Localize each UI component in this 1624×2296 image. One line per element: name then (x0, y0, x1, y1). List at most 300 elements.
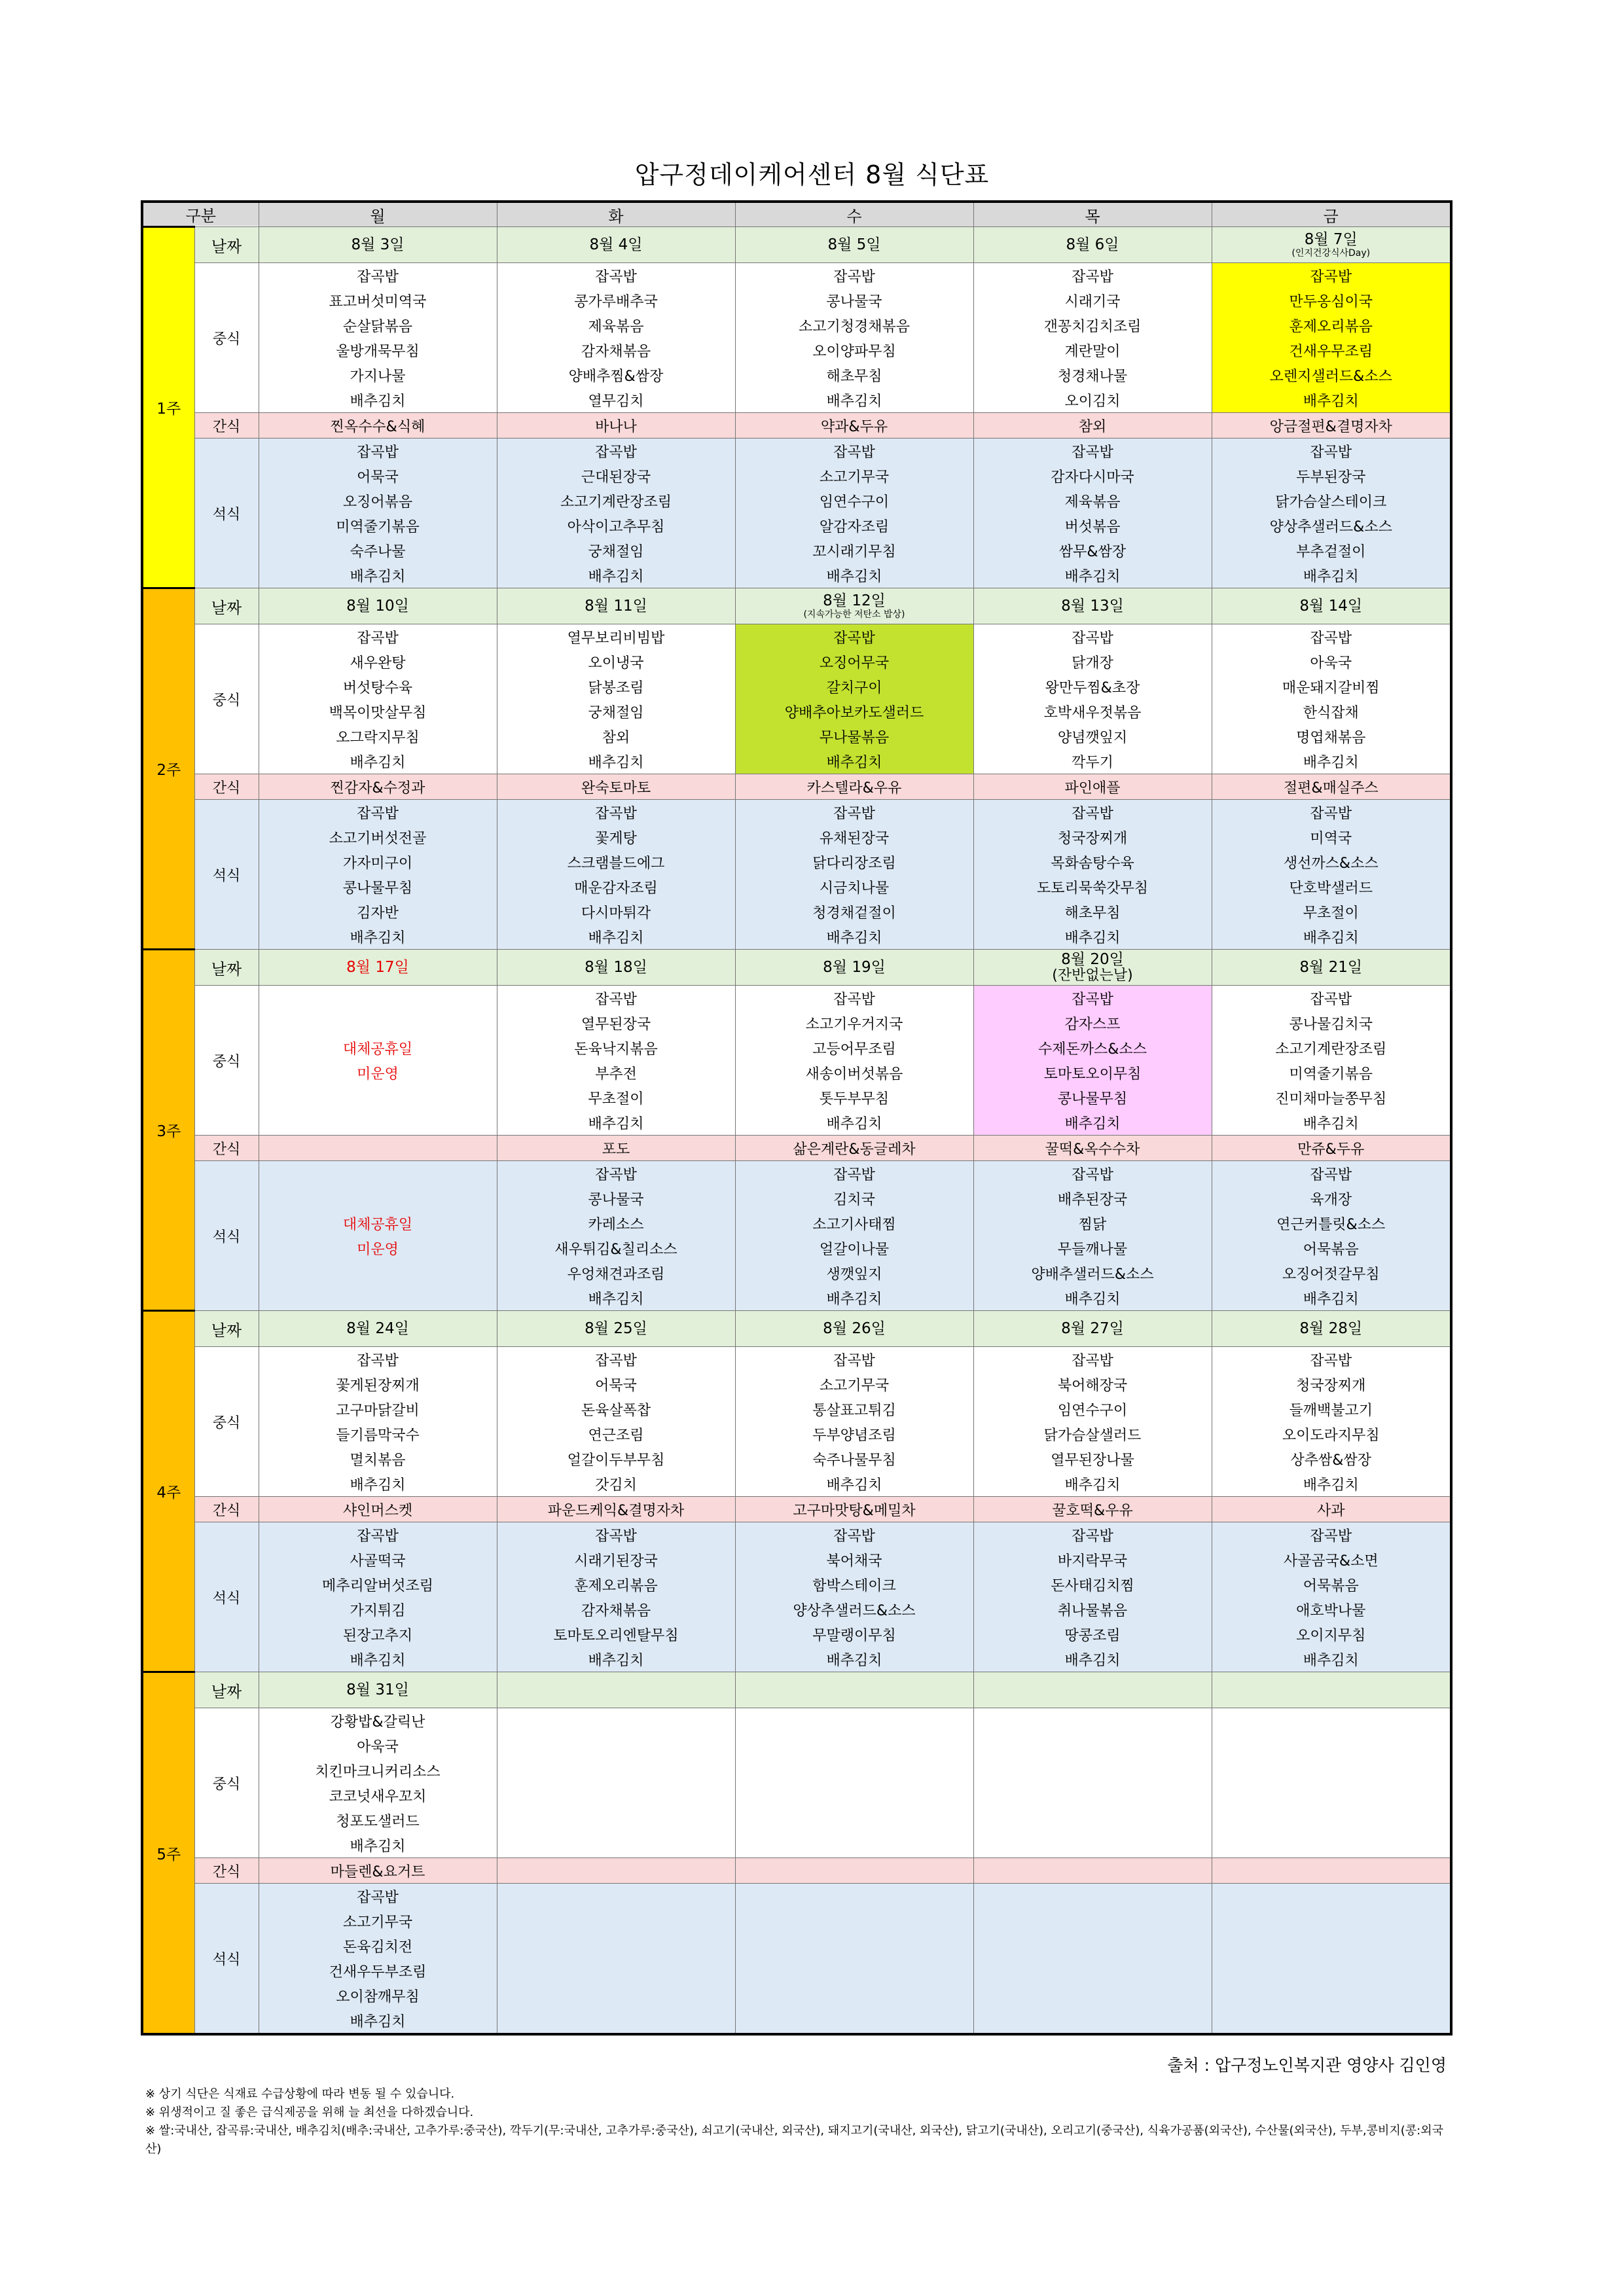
dinner-item: 무들깨나물 (973, 1236, 1212, 1261)
lunch-item: 고등어무조림 (735, 1035, 973, 1060)
lunch-item: 배추김치 (1212, 387, 1451, 413)
dinner-item: 생선까스&소스 (1212, 850, 1451, 874)
lunch-item (1212, 1708, 1451, 1734)
dinner-item: 알감자조림 (735, 513, 973, 538)
dinner-item: 잡곡밥 (1212, 439, 1451, 464)
lunch-item (973, 1783, 1212, 1808)
dinner-item: 아삭이고추무침 (497, 513, 735, 538)
dinner-item: 제육볶음 (973, 488, 1212, 513)
lunch-item: 들기름막국수 (259, 1422, 497, 1446)
dinner-item: 잡곡밥 (497, 439, 735, 464)
dinner-item: 잡곡밥 (497, 1161, 735, 1187)
lunch-item: 콩나물무침 (973, 1085, 1212, 1110)
dinner-item: 해초무침 (973, 899, 1212, 924)
lunch-item: 돈육낙지볶음 (497, 1035, 735, 1060)
lunch-row (142, 1783, 1451, 1808)
dinner-row (142, 1909, 1451, 1933)
dinner-row (142, 1236, 1451, 1261)
date-text: 8월 5일 (827, 236, 881, 253)
lunch-row (142, 363, 1451, 387)
dinner-item: 배추김치 (497, 1647, 735, 1672)
lunch-item: 배추김치 (1212, 1471, 1451, 1497)
lunch-item: 새우완탕 (259, 649, 497, 674)
lunch-item: 톳두부무침 (735, 1085, 973, 1110)
date-cell (259, 227, 497, 263)
lunch-item: 호박새우젓볶음 (973, 699, 1212, 724)
lunch-item (735, 1783, 973, 1808)
lunch-row (142, 674, 1451, 699)
date-cell (735, 950, 973, 986)
lunch-row (142, 1347, 1451, 1372)
lunch-item: 감자채볶음 (497, 338, 735, 363)
lunch-label: 중식 (194, 624, 259, 774)
snack-item: 꿀떡&옥수수차 (973, 1136, 1212, 1161)
dinner-item: 배추김치 (497, 924, 735, 950)
lunch-item: 고구마닭갈비 (259, 1397, 497, 1422)
snack-item: 찐옥수수&식혜 (259, 413, 497, 439)
date-note: (인지건강식사Day) (1291, 248, 1371, 259)
dinner-row (142, 1522, 1451, 1548)
dinner-item (497, 1958, 735, 1983)
lunch-row (142, 1397, 1451, 1422)
lunch-item: 참외 (497, 724, 735, 749)
lunch-item: 깍두기 (973, 749, 1212, 774)
dinner-item: 어묵국 (259, 463, 497, 488)
lunch-row (142, 1758, 1451, 1783)
dinner-row (142, 874, 1451, 899)
lunch-item: 무초절이 (497, 1085, 735, 1110)
lunch-item: 순살닭볶음 (259, 313, 497, 338)
lunch-item (1212, 1758, 1451, 1783)
dinner-item: 잡곡밥 (735, 1161, 973, 1187)
dinner-item (1212, 1958, 1451, 1983)
snack-item: 만쥬&두유 (1212, 1136, 1451, 1161)
lunch-item: 오이김치 (973, 387, 1212, 413)
dinner-item: 대체공휴일 (259, 1211, 497, 1236)
snack-item: 바나나 (497, 413, 735, 439)
date-cell (259, 950, 497, 986)
lunch-row (142, 1422, 1451, 1446)
dinner-item: 어묵볶음 (1212, 1572, 1451, 1597)
date-text: 8월 11일 (585, 598, 647, 615)
dinner-item: 토마토오리엔탈무침 (497, 1622, 735, 1647)
date-row (142, 1311, 1451, 1347)
lunch-item (1212, 1783, 1451, 1808)
dinner-item: 두부된장국 (1212, 463, 1451, 488)
date-cell (735, 1672, 973, 1708)
dinner-row (142, 1884, 1451, 1909)
date-text: 8월 17일 (346, 959, 409, 976)
date-cell (973, 227, 1212, 263)
lunch-item (973, 1708, 1212, 1734)
dinner-item: 꼬시래기무침 (735, 538, 973, 563)
lunch-item: 아욱국 (1212, 649, 1451, 674)
lunch-item: 배추김치 (735, 1471, 973, 1497)
date-label: 날짜 (194, 588, 259, 624)
dinner-item: 꽃게탕 (497, 825, 735, 850)
date-cell (259, 1311, 497, 1347)
lunch-item: 감자스프 (973, 1011, 1212, 1035)
snack-row (142, 1136, 1451, 1161)
dinner-item: 배추김치 (973, 1285, 1212, 1311)
dinner-item (973, 1884, 1212, 1909)
lunch-row (142, 1011, 1451, 1035)
dinner-item: 잡곡밥 (973, 439, 1212, 464)
lunch-item: 소고기우거지국 (735, 1011, 973, 1035)
header-day: 화 (497, 202, 735, 227)
dinner-item: 잡곡밥 (1212, 1161, 1451, 1187)
lunch-item: 왕만두찜&초장 (973, 674, 1212, 699)
lunch-item: 배추김치 (259, 749, 497, 774)
lunch-item: 콩가루배추국 (497, 288, 735, 313)
lunch-item: 배추김치 (735, 387, 973, 413)
date-label: 날짜 (194, 1672, 259, 1708)
dinner-item (259, 1285, 497, 1311)
lunch-row (142, 1446, 1451, 1471)
snack-row (142, 1497, 1451, 1522)
lunch-item (735, 1808, 973, 1833)
lunch-item: 대체공휴일 (259, 1035, 497, 1060)
lunch-row (142, 1733, 1451, 1758)
dinner-item (1212, 1933, 1451, 1958)
header-day: 수 (735, 202, 973, 227)
lunch-item: 부추전 (497, 1060, 735, 1085)
dinner-row (142, 1547, 1451, 1572)
lunch-item: 잡곡밥 (497, 986, 735, 1011)
dinner-item: 사골곰국&소면 (1212, 1547, 1451, 1572)
lunch-item: 상추쌈&쌈장 (1212, 1446, 1451, 1471)
lunch-item: 양배추찜&쌈장 (497, 363, 735, 387)
lunch-item (259, 986, 497, 1011)
date-text: 8월 12일 (823, 592, 886, 609)
week-label: 3주 (142, 950, 194, 1311)
dinner-item: 배추김치 (1212, 1647, 1451, 1672)
date-cell (259, 1672, 497, 1708)
lunch-item (973, 1733, 1212, 1758)
dinner-item (973, 1933, 1212, 1958)
lunch-item: 얼갈이두부무침 (497, 1446, 735, 1471)
lunch-item: 울방개묵무침 (259, 338, 497, 363)
dinner-item: 배추김치 (735, 1647, 973, 1672)
snack-item: 삶은계란&동글레차 (735, 1136, 973, 1161)
lunch-item: 소고기무국 (735, 1372, 973, 1397)
dinner-item: 잡곡밥 (259, 1884, 497, 1909)
lunch-item: 배추김치 (973, 1110, 1212, 1136)
lunch-item (259, 1011, 497, 1035)
dinner-item: 가지튀김 (259, 1597, 497, 1622)
week-label: 4주 (142, 1311, 194, 1672)
lunch-item (973, 1758, 1212, 1783)
lunch-item: 잡곡밥 (1212, 1347, 1451, 1372)
dinner-item: 버섯볶음 (973, 513, 1212, 538)
date-label: 날짜 (194, 227, 259, 263)
dinner-row (142, 1933, 1451, 1958)
snack-item: 앙금절편&결명자차 (1212, 413, 1451, 439)
dinner-item: 잡곡밥 (259, 1522, 497, 1548)
lunch-item (497, 1833, 735, 1858)
dinner-item: 잡곡밥 (735, 1522, 973, 1548)
snack-row (142, 1858, 1451, 1884)
dinner-row (142, 2008, 1451, 2034)
dinner-item: 잡곡밥 (1212, 800, 1451, 825)
dinner-item: 미역줄기볶음 (259, 513, 497, 538)
lunch-item: 소고기계란장조림 (1212, 1035, 1451, 1060)
lunch-item: 잡곡밥 (497, 1347, 735, 1372)
date-cell (497, 950, 735, 986)
dinner-item: 배추김치 (973, 924, 1212, 950)
lunch-item: 백목이맛살무침 (259, 699, 497, 724)
lunch-row (142, 649, 1451, 674)
snack-label: 간식 (194, 1136, 259, 1161)
date-text: 8월 7일 (1304, 231, 1358, 248)
lunch-item: 잡곡밥 (1212, 986, 1451, 1011)
dinner-item: 양상추샐러드&소스 (1212, 513, 1451, 538)
dinner-item: 양배추샐러드&소스 (973, 1261, 1212, 1285)
snack-row (142, 774, 1451, 800)
lunch-item: 잡곡밥 (1212, 624, 1451, 650)
lunch-item: 멸치볶음 (259, 1446, 497, 1471)
dinner-item: 오이참깨무침 (259, 1983, 497, 2008)
dinner-item: 잡곡밥 (973, 800, 1212, 825)
date-cell (1212, 227, 1451, 263)
lunch-row (142, 1708, 1451, 1734)
dinner-row (142, 825, 1451, 850)
snack-item (735, 1858, 973, 1884)
lunch-item: 오이도라지무침 (1212, 1422, 1451, 1446)
date-cell (1212, 1672, 1451, 1708)
header-day: 금 (1212, 202, 1451, 227)
dinner-item: 배추김치 (1212, 924, 1451, 950)
dinner-item (735, 1983, 973, 2008)
dinner-item (259, 1261, 497, 1285)
dinner-item: 목화솜탕수육 (973, 850, 1212, 874)
date-text: 8월 4일 (589, 236, 643, 253)
dinner-row (142, 463, 1451, 488)
dinner-row (142, 1983, 1451, 2008)
dinner-item (973, 1958, 1212, 1983)
page-title: 압구정데이케어센터 8월 식단표 (634, 160, 990, 189)
dinner-item (497, 2008, 735, 2034)
header-corner: 구분 (142, 202, 259, 227)
lunch-item: 통살표고튀김 (735, 1397, 973, 1422)
lunch-item: 진미채마늘쫑무침 (1212, 1085, 1451, 1110)
lunch-item: 아욱국 (259, 1733, 497, 1758)
date-row (142, 588, 1451, 624)
date-note: (지속가능한 저탄소 밥상) (803, 609, 905, 620)
lunch-row (142, 724, 1451, 749)
dinner-item: 메추리알버섯조림 (259, 1572, 497, 1597)
dinner-item: 소고기무국 (259, 1909, 497, 1933)
lunch-item: 양배추아보카도샐러드 (735, 699, 973, 724)
dinner-item: 잡곡밥 (735, 439, 973, 464)
dinner-item: 생깻잎지 (735, 1261, 973, 1285)
lunch-item: 배추김치 (259, 1833, 497, 1858)
dinner-item: 쌈무&쌈장 (973, 538, 1212, 563)
lunch-item: 잡곡밥 (497, 263, 735, 289)
lunch-label: 중식 (194, 986, 259, 1136)
dinner-item: 소고기사태찜 (735, 1211, 973, 1236)
date-text: 8월 20일 (1061, 951, 1124, 968)
lunch-item: 청경채나물 (973, 363, 1212, 387)
lunch-item: 열무된장나물 (973, 1446, 1212, 1471)
dinner-item: 배추김치 (1212, 1285, 1451, 1311)
dinner-row (142, 563, 1451, 588)
lunch-item (1212, 1808, 1451, 1833)
lunch-item: 꽃게된장찌개 (259, 1372, 497, 1397)
snack-item: 절편&매실주스 (1212, 774, 1451, 800)
dinner-item: 가자미구이 (259, 850, 497, 874)
snack-label: 간식 (194, 1497, 259, 1522)
lunch-item: 숙주나물무침 (735, 1446, 973, 1471)
lunch-item (259, 1110, 497, 1136)
dinner-item (259, 1186, 497, 1211)
dinner-item: 양상추샐러드&소스 (735, 1597, 973, 1622)
dinner-item: 잡곡밥 (259, 439, 497, 464)
date-cell (973, 950, 1212, 986)
lunch-item: 훈제오리볶음 (1212, 313, 1451, 338)
dinner-row (142, 1958, 1451, 1983)
lunch-item: 콩나물국 (735, 288, 973, 313)
dinner-item: 시금치나물 (735, 874, 973, 899)
dinner-item: 잡곡밥 (259, 800, 497, 825)
lunch-item: 갓김치 (497, 1471, 735, 1497)
lunch-item: 잡곡밥 (735, 986, 973, 1011)
lunch-item: 계란말이 (973, 338, 1212, 363)
date-text: 8월 27일 (1061, 1320, 1124, 1337)
lunch-item: 무나물볶음 (735, 724, 973, 749)
snack-row (142, 413, 1451, 439)
dinner-item: 무말랭이무침 (735, 1622, 973, 1647)
lunch-item: 배추김치 (259, 1471, 497, 1497)
snack-item: 카스텔라&우유 (735, 774, 973, 800)
lunch-item: 한식잡채 (1212, 699, 1451, 724)
snack-label: 간식 (194, 774, 259, 800)
dinner-item: 북어채국 (735, 1547, 973, 1572)
dinner-item: 잡곡밥 (973, 1522, 1212, 1548)
date-cell (973, 588, 1212, 624)
dinner-item: 배추김치 (973, 1647, 1212, 1672)
dinner-item: 부추겉절이 (1212, 538, 1451, 563)
lunch-item (497, 1808, 735, 1833)
lunch-item (973, 1833, 1212, 1858)
lunch-label: 중식 (194, 1347, 259, 1497)
lunch-row (142, 263, 1451, 289)
lunch-item: 두부양념조림 (735, 1422, 973, 1446)
date-text: 8월 13일 (1061, 598, 1124, 615)
lunch-row (142, 1035, 1451, 1060)
dinner-item: 단호박샐러드 (1212, 874, 1451, 899)
dinner-row (142, 1186, 1451, 1211)
dinner-item: 숙주나물 (259, 538, 497, 563)
date-cell (1212, 1311, 1451, 1347)
dinner-item: 함박스테이크 (735, 1572, 973, 1597)
dinner-item: 오이지무침 (1212, 1622, 1451, 1647)
dinner-item (1212, 1884, 1451, 1909)
date-text: 8월 31일 (346, 1681, 409, 1698)
snack-item (1212, 1858, 1451, 1884)
note-line: ※ 쌀:국내산, 잡곡류:국내산, 배추김치(배추:국내산, 고추가루:중국산), 깍두기(무:국내산, 고추가루:중국산), 쇠고기(국내산, 외국산), 돼지고기(국내산, 외국산), 닭고기(국내산), 오리고기(중국산), 식육가공품(외국산), 수산물(외국산), 두부,콩비지(콩:외국산) (145, 2124, 1444, 2156)
week-label: 2주 (142, 588, 194, 950)
dinner-item: 시래기된장국 (497, 1547, 735, 1572)
lunch-item: 열무김치 (497, 387, 735, 413)
dinner-item: 얼갈이나물 (735, 1236, 973, 1261)
lunch-item: 강황밥&갈릭난 (259, 1708, 497, 1734)
dinner-item (973, 2008, 1212, 2034)
snack-item: 참외 (973, 413, 1212, 439)
lunch-item (1212, 1833, 1451, 1858)
lunch-label: 중식 (194, 1708, 259, 1858)
header-day: 월 (259, 202, 497, 227)
lunch-item: 잡곡밥 (735, 263, 973, 289)
dinner-item: 닭가슴살스테이크 (1212, 488, 1451, 513)
dinner-item: 잡곡밥 (497, 800, 735, 825)
snack-item (497, 1858, 735, 1884)
snack-item: 사과 (1212, 1497, 1451, 1522)
dinner-item: 잡곡밥 (735, 800, 973, 825)
dinner-row (142, 488, 1451, 513)
lunch-row (142, 1085, 1451, 1110)
date-label: 날짜 (194, 1311, 259, 1347)
dinner-label: 석식 (194, 439, 259, 588)
dinner-item: 배추김치 (497, 1285, 735, 1311)
dinner-item: 김자반 (259, 899, 497, 924)
lunch-item: 잡곡밥 (973, 263, 1212, 289)
lunch-item: 오징어무국 (735, 649, 973, 674)
lunch-item: 오이냉국 (497, 649, 735, 674)
dinner-item (497, 1909, 735, 1933)
lunch-item: 표고버섯미역국 (259, 288, 497, 313)
lunch-item: 잡곡밥 (973, 986, 1212, 1011)
dinner-item: 유채된장국 (735, 825, 973, 850)
dinner-item: 연근커틀릿&소스 (1212, 1211, 1451, 1236)
dinner-item (735, 1958, 973, 1983)
dinner-item: 건새우두부조림 (259, 1958, 497, 1983)
date-text: 8월 19일 (823, 959, 886, 976)
date-row (142, 950, 1451, 986)
lunch-item: 돈육살폭찹 (497, 1397, 735, 1422)
dinner-item: 소고기버섯전골 (259, 825, 497, 850)
lunch-row (142, 288, 1451, 313)
lunch-item (735, 1758, 973, 1783)
dinner-item: 어묵볶음 (1212, 1236, 1451, 1261)
lunch-item: 코코넛새우꼬치 (259, 1783, 497, 1808)
lunch-row (142, 624, 1451, 650)
date-cell (259, 588, 497, 624)
lunch-item: 열무된장국 (497, 1011, 735, 1035)
lunch-row (142, 1110, 1451, 1136)
lunch-item: 청포도샐러드 (259, 1808, 497, 1833)
dinner-row (142, 1211, 1451, 1236)
lunch-item: 임연수구이 (973, 1397, 1212, 1422)
dinner-row (142, 924, 1451, 950)
lunch-item (259, 1085, 497, 1110)
lunch-item: 잡곡밥 (259, 263, 497, 289)
dinner-item: 감자다시마국 (973, 463, 1212, 488)
lunch-item: 북어해장국 (973, 1372, 1212, 1397)
lunch-row (142, 313, 1451, 338)
lunch-item: 명엽채볶음 (1212, 724, 1451, 749)
lunch-item: 오그락지무침 (259, 724, 497, 749)
week-label: 5주 (142, 1672, 194, 2035)
lunch-item: 연근조림 (497, 1422, 735, 1446)
dinner-item: 콩나물국 (497, 1186, 735, 1211)
dinner-item: 배추김치 (259, 924, 497, 950)
lunch-item: 콩나물김치국 (1212, 1011, 1451, 1035)
header-day: 목 (973, 202, 1212, 227)
dinner-item: 소고기계란장조림 (497, 488, 735, 513)
notes (145, 2085, 1454, 2159)
dinner-item (735, 2008, 973, 2034)
